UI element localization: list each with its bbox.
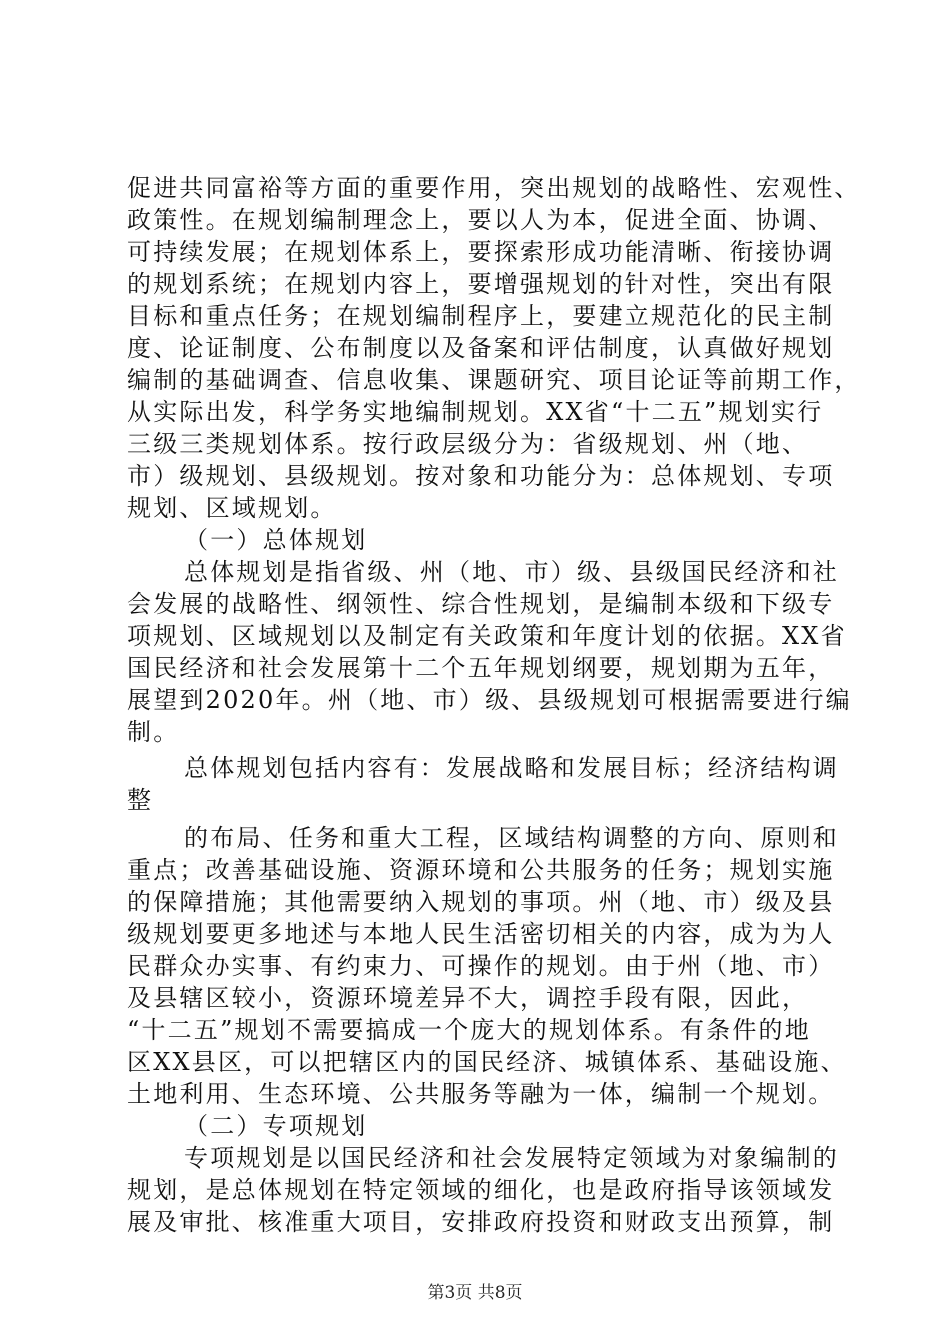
body-text-line: 的保障措施；其他需要纳入规划的事项。州（地、市）级及县 (127, 888, 835, 916)
body-text-line: 民群众办实事、有约束力、可操作的规划。由于州（地、市） (127, 952, 835, 980)
body-text-line: 可持续发展；在规划体系上，要探索形成功能清晰、衔接协调 (127, 238, 835, 266)
body-text-line: 展及审批、核准重大项目，安排政府投资和财政支出预算，制 (127, 1208, 835, 1236)
body-text-line: 国民经济和社会发展第十二个五年规划纲要，规划期为五年， (127, 654, 835, 682)
body-text-line: 展望到2020年。州（地、市）级、县级规划可根据需要进行编 (127, 686, 852, 714)
body-text-line: 目标和重点任务；在规划编制程序上，要建立规范化的民主制 (127, 302, 835, 330)
body-text-line: 区XX县区，可以把辖区内的国民经济、城镇体系、基础设施、 (127, 1048, 847, 1076)
body-text-line: 土地利用、生态环境、公共服务等融为一体，编制一个规划。 (127, 1080, 835, 1108)
body-text-line: 促进共同富裕等方面的重要作用，突出规划的战略性、宏观性、 (127, 174, 861, 202)
body-text-line: “十二五”规划不需要搞成一个庞大的规划体系。有条件的地 (127, 1016, 811, 1044)
body-text-line: 的规划系统；在规划内容上，要增强规划的针对性，突出有限 (127, 270, 835, 298)
body-text-line: 项规划、区域规划以及制定有关政策和年度计划的依据。XX省 (127, 622, 847, 650)
body-text-line: 整 (127, 786, 154, 814)
body-text-line: 政策性。在规划编制理念上，要以人为本，促进全面、协调、 (127, 206, 835, 234)
body-text-line: 会发展的战略性、纲领性、综合性规划，是编制本级和下级专 (127, 590, 835, 618)
paragraph-first-line: 的布局、任务和重大工程，区域结构调整的方向、原则和 (184, 824, 839, 852)
body-text-line: 制。 (127, 718, 180, 746)
section-heading-overall-plan: （一）总体规划 (184, 526, 368, 554)
paragraph-first-line: 专项规划是以国民经济和社会发展特定领域为对象编制的 (184, 1144, 839, 1172)
paragraph-first-line: 总体规划包括内容有：发展战略和发展目标；经济结构调 (184, 754, 839, 782)
body-text-line: 重点；改善基础设施、资源环境和公共服务的任务；规划实施 (127, 856, 835, 884)
body-text-line: 度、论证制度、公布制度以及备案和评估制度，认真做好规划 (127, 334, 835, 362)
body-text-line: 编制的基础调查、信息收集、课题研究、项目论证等前期工作， (127, 366, 861, 394)
body-text-line: 从实际出发，科学务实地编制规划。XX省“十二五”规划实行 (127, 398, 824, 426)
body-text-line: 及县辖区较小，资源环境差异不大，调控手段有限，因此， (127, 984, 809, 1012)
body-text-line: 三级三类规划体系。按行政层级分为：省级规划、州（地、 (127, 430, 809, 458)
body-text-line: 规划、区域规划。 (127, 494, 337, 522)
body-text-line: 规划，是总体规划在特定领域的细化，也是政府指导该领域发 (127, 1176, 835, 1204)
section-heading-special-plan: （二）专项规划 (184, 1112, 368, 1140)
body-text-line: 市）级规划、县级规划。按对象和功能分为：总体规划、专项 (127, 462, 835, 490)
paragraph-first-line: 总体规划是指省级、州（地、市）级、县级国民经济和社 (184, 558, 839, 586)
page-number-footer: 第3页 共8页 (427, 1283, 523, 1303)
body-text-line: 级规划要更多地述与本地人民生活密切相关的内容，成为为人 (127, 920, 835, 948)
